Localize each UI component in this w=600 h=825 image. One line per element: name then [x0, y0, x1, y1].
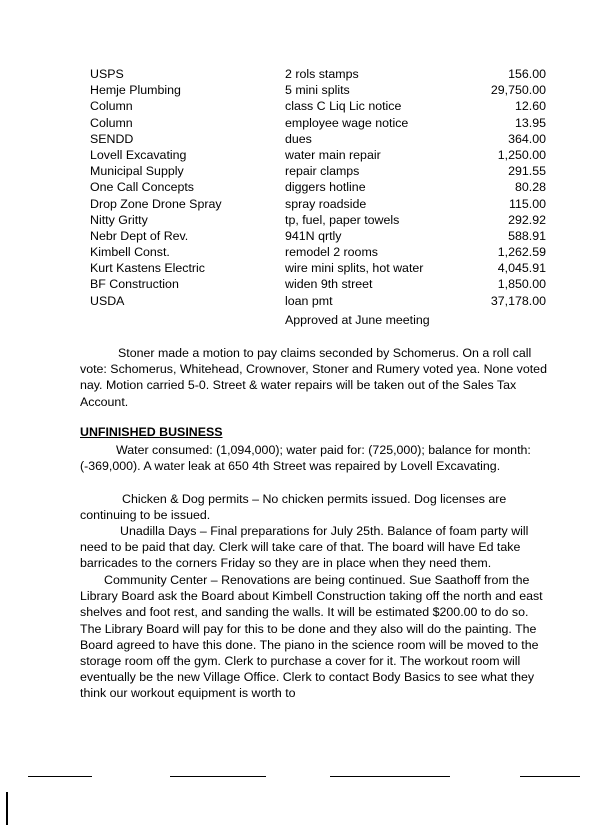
claim-row: [86, 276, 556, 292]
claims-vote-paragraph: Stoner made a motion to pay claims seconded by Schomerus. On a roll call vote: Schomerus, Whitehead, Crownover, Stoner and Rumery voted yea. None voted nay. Motion carried 5-0. Street & water repairs will be taken out of the Sales Tax Account.: [80, 346, 547, 409]
claim-row: [86, 228, 556, 244]
claim-purpose: class C Liq Lic notice: [285, 99, 402, 114]
claim-purpose: wire mini splits, hot water: [285, 261, 424, 276]
claim-row: [86, 244, 556, 260]
claim-payee: USPS: [90, 67, 124, 81]
claim-payee: SENDD: [90, 131, 134, 146]
claim-row: [86, 66, 556, 82]
claim-amount: 588.91: [508, 228, 546, 243]
claim-purpose: remodel 2 rooms: [285, 245, 378, 260]
claim-payee: Nitty Gritty: [90, 212, 148, 227]
claim-amount: 291.55: [508, 164, 546, 179]
claim-amount: 29,750.00: [490, 83, 546, 98]
claim-payee: BF Construction: [90, 277, 179, 292]
claim-payee: Column: [90, 115, 133, 130]
claim-amount: 292.92: [508, 212, 546, 227]
claim-payee: USDA: [90, 293, 125, 308]
scan-rule: [28, 776, 92, 777]
claims-list: [86, 66, 556, 309]
claims-approval-note: Approved at June meeting: [285, 313, 430, 327]
claim-amount: 1,850.00: [497, 277, 546, 292]
claim-row: [86, 131, 556, 147]
claim-payee: Municipal Supply: [90, 164, 184, 179]
chicken-dog-paragraph: Chicken & Dog permits – No chicken permits issued. Dog licenses are continuing to be issued.: [80, 492, 507, 523]
claim-row: [86, 98, 556, 114]
claim-amount: 80.28: [514, 180, 546, 195]
claim-row: [86, 115, 556, 131]
claim-purpose: widen 9th street: [285, 277, 373, 292]
claim-row: [86, 147, 556, 163]
claim-purpose: dues: [285, 131, 312, 146]
claim-payee: Kimbell Const.: [90, 245, 170, 260]
claim-payee: One Call Concepts: [90, 180, 194, 195]
claim-amount: 1,250.00: [497, 147, 546, 162]
claim-payee: Column: [90, 99, 133, 114]
scan-rule: [330, 776, 450, 777]
claim-amount: 115.00: [509, 196, 546, 211]
unfinished-business-heading: UNFINISHED BUSINESS: [80, 425, 223, 439]
claim-row: [86, 179, 556, 195]
claim-purpose: diggers hotline: [285, 180, 366, 195]
unadilla-days-paragraph: Unadilla Days – Final preparations for July 25th. Balance of foam party will need to be paid that day. Clerk will take care of that. The board will have Ed take barricades to the corners Friday so they are in place when they need them.: [80, 524, 529, 571]
claim-purpose: spray roadside: [285, 196, 367, 211]
water-paragraph: Water consumed: (1,094,000); water paid for: (725,000); balance for month: (-369,000). A water leak at 650 4th Street was repaired by Lovell Excavating.: [80, 443, 531, 474]
community-center-paragraph: Community Center – Renovations are being continued. Sue Saathoff from the Library Board ask the Board about Kimbell Construction taking off the north and east shelves and foot rest, and sanding the walls. It will be estimated $200.00 to do so. The Library Board will pay for this to be done and they also will do the painting. The Board agreed to have this done. The piano in the science room will be moved to the storage room off the gym. Clerk to purchase a cover for it. The workout room will eventually be the new Village Office. Clerk to contact Body Basics to see what they think our workout equipment is worth to: [80, 573, 543, 701]
claim-purpose: 5 mini splits: [285, 83, 350, 98]
claim-amount: 12.60: [514, 99, 546, 114]
claim-row: [86, 293, 556, 309]
scan-rule: [170, 776, 266, 777]
claim-row: [86, 196, 556, 212]
claim-payee: Drop Zone Drone Spray: [90, 196, 222, 211]
claim-row: [86, 163, 556, 179]
claim-payee: Hemje Plumbing: [90, 83, 181, 98]
claim-row: [86, 82, 556, 98]
claim-purpose: water main repair: [285, 147, 381, 162]
claim-purpose: employee wage notice: [285, 115, 409, 130]
claim-purpose: repair clamps: [285, 164, 360, 179]
claim-amount: 364.00: [508, 131, 546, 146]
claim-amount: 1,262.59: [497, 245, 546, 260]
claim-amount: 4,045.91: [497, 261, 546, 276]
claim-payee: Lovell Excavating: [90, 147, 187, 162]
claim-row: [86, 212, 556, 228]
scan-rule: [520, 776, 580, 777]
claim-purpose: tp, fuel, paper towels: [285, 212, 400, 227]
claim-row: [86, 260, 556, 276]
claim-purpose: 2 rols stamps: [285, 67, 359, 81]
claim-amount: 37,178.00: [490, 293, 546, 308]
claim-payee: Nebr Dept of Rev.: [90, 228, 189, 243]
claim-purpose: 941N qrtly: [285, 228, 342, 243]
claim-payee: Kurt Kastens Electric: [90, 261, 206, 276]
scan-margin-mark: [6, 792, 8, 825]
claim-purpose: loan pmt: [285, 293, 333, 308]
claim-amount: 13.95: [514, 115, 546, 130]
claim-amount: 156.00: [508, 67, 546, 81]
